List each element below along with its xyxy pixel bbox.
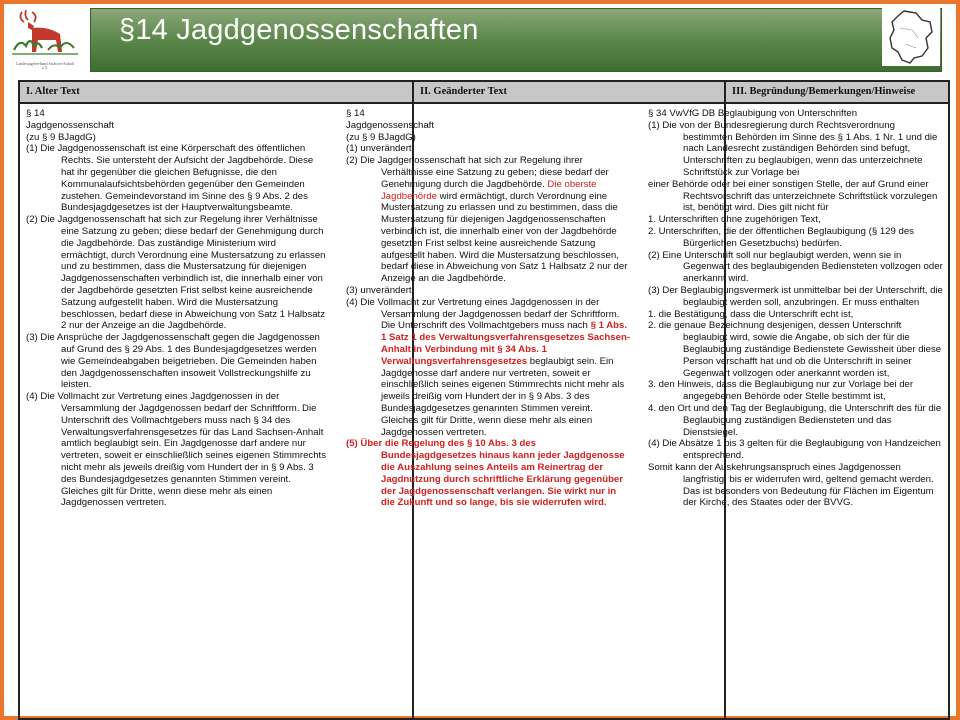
paragraph-number: § 14 [26, 108, 45, 119]
section-4-text-b: beglaubigt sein. Ein Jagdgenosse darf andere nur vertreten, soweit er einschließlich seines eigenen Stimmrechts nicht mehr als jeweils dreißig vom Hundert der in § 9 Abs. 3 des Bundesjagdgesetzes genannten Stimmen vereint. Gleiches gilt für Dritte, wenn diese mehr als einen Jagdgenossen vertreten. [381, 355, 625, 438]
column-changed-text [346, 108, 630, 720]
header-changed-text: II. Geänderter Text [420, 86, 508, 97]
law-section-1-continued: einer Behörde oder bei einer sonstigen Stelle, der auf Grund einer Rechtsvorschrift das unterzeichnete Schriftstück vorzulegen ist, benötigt wird. Dies gilt nicht für [648, 178, 938, 214]
law-section-2: (2) Eine Unterschrift soll nur beglaubigt werden, wenn sie in Gegenwart des beglaubigenden Bediensteten vollzogen oder anerkannt wird. [648, 249, 943, 285]
section-5-new: (5) Über die Regelung des § 10 Abs. 3 des Bundesjagdgesetzes hinaus kann jeder Jagdgenosse die Auszahlung seines Anteils am Reinertrag der Jagdnutzung durch schriftliche Erklärung gegenüber der Jagdgenossenschaft verlangen. Sie wirkt nur in die Zukunft und so lange, bis sie widerrufen wird. [346, 438, 625, 509]
law-list-item: 1. Unterschriften ohne zugehörigen Text, [648, 214, 821, 226]
section-2 [346, 155, 630, 285]
table-header-row [20, 82, 948, 104]
section-3: (3) Die Ansprüche der Jagdgenossenschaft gegen die Jagdgenossen auf Grund des § 29 Abs. 1 des Bundesjagdgesetzes werden wie Gemeindeabgaben beigetrieben. Die Gemeinden haben den Jagdgenossenschaften insoweit Vollstreckungshilfe zu leisten. [26, 332, 320, 391]
paragraph-reference: (zu § 9 BJagdG) [26, 131, 96, 143]
section-1: (1) unverändert [346, 143, 412, 155]
law-list-item: 3. den Hinweis, dass die Beglaubigung nur zur Vorlage bei der angegebenen Behörde oder Stelle bestimmt ist, [648, 379, 914, 403]
logo-caption: Landesjagdverband Sachsen-Anhalt e.V. [16, 61, 74, 70]
section-4-text-a: (4) Die Vollmacht zur Vertretung eines Jagdgenossen in der Versammlung der Jagdgenossen bedarf der Schriftform. Die Unterschrift des Vollmachtgebers muss nach [346, 296, 620, 332]
section-2-text-a: (2) Die Jagdgenossenschaft hat sich zur Regelung ihrer Verhältnisse eine Satzung zu geben; diese bedarf der Genehmigung durch die Jagdbehörde. [346, 155, 609, 190]
section-4: (4) Die Vollmacht zur Vertretung eines Jagdgenossen in der Versammlung der Jagdgenossen bedarf der Schriftform. Die Unterschrift des Vollmachtgebers muss nach § 34 des Verwaltungsverfahrensgesetzes für das Land Sachsen-Anhalt amtlich beglaubigt sein. Ein Jagdgenosse darf andere nur vertreten, soweit er einschließlich seines eigenen Stimmrechts nicht mehr als jeweils dreißig vom Hundert der in § 9 Abs. 3 des Bundesjagdgesetzes genannten Stimmen vereint. Gleiches gilt für Dritte, wenn diese mehr als einen Jagdgenossen vertreten. [26, 391, 326, 509]
changed-law-reference-highlight: § 1 Abs. 1 Satz 1 des Verwaltungsverfahrensgesetzes Sachsen-Anhalt in Verbindung mit § 34 Abs. 1 Verwaltungsverfahrensgesetzes [381, 320, 630, 367]
law-heading: § 34 VwVfG DB Beglaubigung von Unterschriften [648, 108, 858, 119]
saxony-anhalt-map-icon [882, 8, 940, 66]
law-section-4: (4) Die Absätze 1 bis 3 gelten für die Beglaubigung von Handzeichen entsprechend. [648, 438, 941, 462]
conclusion-note: Somit kann der Auskehrungsanspruch eines Jagdgenossen langfristig, bis er widerrufen wird, geltend gemacht werden. Das ist besonders von Bedeutung für Flächen im Eigentum der Kirche, des Staates oder der BVVG. [648, 461, 934, 509]
paragraph-title: Jagdgenossenschaft [346, 119, 435, 131]
section-4 [346, 297, 630, 439]
law-list-item: 4. den Ort und den Tag der Beglaubigung, die Unterschrift des für die Beglaubigung zuständigen Bediensteten und das Dienstsiegel. [648, 402, 942, 438]
slide-title: §14 Jagdgenossenschaften [119, 14, 479, 46]
column-old-text [26, 108, 326, 720]
law-list-item: 2. Unterschriften, die der öffentlichen Beglaubigung (§ 129 des Bürgerlichen Gesetzbuchs) bedürfen. [648, 225, 914, 249]
header-old-text: I. Alter Text [26, 86, 80, 97]
section-2: (2) Die Jagdgenossenschaft hat sich zur Regelung ihrer Verhältnisse eine Satzung zu geben; diese bedarf der Genehmigung durch die Jagdbehörde. Das zuständige Ministerium wird ermächtigt, durch Verordnung eine Mustersatzung zu erlassen und zu bestimmen, dass die Mustersatzung für diejenigen Jagdgenossenschaften verbindlich ist, die innerhalb einer von der Jagdbehörde gesetzten Frist selbst keine ausreichende Satzung aufgestellt haben. Wird die Mustersatzung beschlossen, bedarf diese in Abweichung von Satz 1 Halbsatz 2 nur der Anzeige an die Jagdbehörde. [26, 214, 326, 332]
title-bar [90, 8, 942, 72]
paragraph-reference: (zu § 9 BJagdG) [346, 131, 416, 143]
changed-authority-highlight: Die oberste Jagdbehörde [381, 178, 597, 202]
law-section-3: (3) Der Beglaubigungsvermerk ist unmittelbar bei der Unterschrift, die beglaubigt werden soll, anzubringen. Er muss enthalten [648, 284, 943, 308]
hunting-association-logo [8, 8, 82, 74]
paragraph-number: § 14 [346, 108, 365, 119]
slide [4, 4, 956, 716]
header-reasoning: III. Begründung/Bemerkungen/Hinweise [732, 86, 916, 97]
law-list-item: 1. die Bestätigung, dass die Unterschrift echt ist, [648, 308, 854, 320]
state-map [882, 8, 940, 66]
comparison-table [18, 80, 950, 720]
section-2-text-b: wird ermächtigt, durch Verordnung eine Mustersatzung zu erlassen und zu bestimmen, dass die Mustersatzung für diejenigen Jagdgenossenschaften verbindlich ist, die innerhalb einer von der Jagdbehörde gesetzten Frist selbst keine ausreichende Satzung aufgestellt haben. Wird die Mustersatzung beschlossen, bedarf diese in Abweichung von Satz 1 Halbsatz 2 nur der Anzeige an die Jagdbehörde. [381, 190, 628, 285]
law-list-item: 2. die genaue Bezeichnung desjenigen, dessen Unterschrift beglaubigt wird, sowie die Angabe, ob sich der für die Beglaubigung zuständige Bedienstete Gewissheit über diese Person verschafft hat und ob die Unterschrift in seiner Gegenwart vollzogen oder anerkannt worden ist, [648, 320, 942, 379]
paragraph-title: Jagdgenossenschaft [26, 119, 115, 131]
law-section-1: (1) Die von der Bundesregierung durch Rechtsverordnung bestimmten Behörden im Sinne des § 1 Abs. 1 Nr. 1 und die nach Landesrecht zuständigen Behörden sind befugt, Unterschriften zu beglaubigen, wenn das unterzeichnete Schriftstück zur Vorlage bei [648, 119, 938, 178]
section-3: (3) unverändert [346, 284, 412, 296]
column-reasoning [648, 108, 946, 720]
section-1: (1) Die Jagdgenossenschaft ist eine Körperschaft des öffentlichen Rechts. Sie untersteht der Aufsicht der Jagdbehörde. Diese hat ihr gegenüber die gleichen Befugnisse, die den Kommunalaufsichtsbehörden gegenüber den Gemeinden zustehen. Gemeindevorstand im Sinne des § 9 Abs. 2 des Bundesjagdgesetzes ist der Hauptverwaltungsbeamte. [26, 143, 314, 214]
deer-logo-icon [8, 8, 82, 64]
